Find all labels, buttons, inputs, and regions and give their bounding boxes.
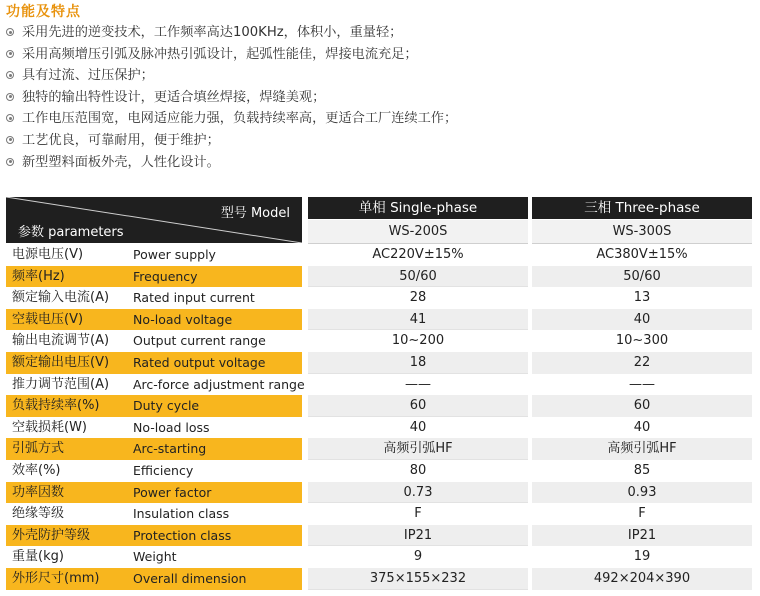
param-name-cn: 外形尺寸(mm) bbox=[12, 570, 100, 586]
table-row bbox=[6, 482, 756, 504]
header-column-single-phase bbox=[308, 197, 528, 243]
param-name-cn: 电源电压(V) bbox=[12, 247, 84, 262]
value-ws-200s: 50/60 bbox=[308, 266, 528, 288]
row-label-cell bbox=[6, 460, 302, 482]
row-label-cell bbox=[6, 244, 302, 266]
bullet-icon bbox=[6, 136, 14, 144]
value-ws-200s: 18 bbox=[308, 352, 528, 374]
param-name-cn: 频率(Hz) bbox=[12, 268, 65, 284]
value-ws-200s: AC220V±15% bbox=[372, 247, 464, 262]
param-name-cn: 功率因数 bbox=[12, 484, 65, 500]
value-ws-200s: 9 bbox=[413, 549, 423, 565]
param-name-cn: 空载损耗(W) bbox=[12, 419, 87, 435]
value-ws-300s: 40 bbox=[633, 419, 651, 435]
row-label-cell bbox=[6, 482, 302, 504]
bullet-icon bbox=[6, 114, 14, 122]
value-ws-200s: 高频引弧HF bbox=[308, 438, 528, 460]
phase-label: 单相 Single-phase bbox=[308, 197, 528, 219]
feature-item: 新型塑料面板外壳，人性化设计。 bbox=[6, 152, 756, 174]
param-name-en: Efficiency bbox=[133, 462, 194, 478]
value-ws-300s: —— bbox=[629, 376, 655, 392]
param-name-cn: 空载电压(V) bbox=[12, 311, 84, 327]
phase-label: 三相 Three-phase bbox=[532, 197, 752, 219]
value-ws-200s: 41 bbox=[308, 309, 528, 331]
value-ws-200s: 80 bbox=[409, 462, 427, 478]
value-ws-200s: —— bbox=[405, 376, 431, 392]
table-row bbox=[6, 309, 756, 331]
value-ws-300s: 492×204×390 bbox=[532, 568, 752, 590]
bullet-icon bbox=[6, 93, 14, 101]
param-name-en: Overall dimension bbox=[133, 570, 247, 586]
value-ws-300s: 50/60 bbox=[532, 266, 752, 288]
table-row bbox=[6, 417, 756, 439]
value-ws-300s: 19 bbox=[633, 549, 651, 565]
table-row bbox=[6, 460, 756, 482]
value-ws-300s: 13 bbox=[633, 290, 651, 306]
row-label-cell bbox=[6, 266, 302, 288]
param-name-cn: 推力调节范围(A) bbox=[12, 376, 110, 392]
param-name-cn: 重量(kg) bbox=[12, 549, 64, 565]
param-name-en: Weight bbox=[133, 549, 177, 565]
bullet-icon bbox=[6, 71, 14, 79]
table-body bbox=[6, 244, 756, 590]
table-row bbox=[6, 395, 756, 417]
row-label-cell bbox=[6, 438, 302, 460]
bullet-icon bbox=[6, 28, 14, 36]
feature-item: 采用先进的逆变技术，工作频率高达100KHz，体积小，重量轻； bbox=[6, 22, 756, 44]
param-name-en: Power factor bbox=[133, 484, 212, 500]
bullet-icon bbox=[6, 50, 14, 58]
feature-item: 采用高频增压引弧及脉冲热引弧设计，起弧性能佳，焊接电流充足； bbox=[6, 44, 756, 66]
value-ws-300s: 60 bbox=[532, 395, 752, 417]
param-name-cn: 外壳防护等级 bbox=[12, 527, 91, 543]
value-ws-300s: 22 bbox=[532, 352, 752, 374]
value-ws-200s: 28 bbox=[409, 290, 427, 306]
row-label-cell bbox=[6, 568, 302, 590]
table-row bbox=[6, 438, 756, 460]
param-name-en: Arc-starting bbox=[133, 441, 207, 457]
value-ws-200s: IP21 bbox=[308, 525, 528, 547]
table-row bbox=[6, 374, 756, 396]
features-section bbox=[6, 2, 756, 173]
row-label-cell bbox=[6, 546, 302, 568]
param-name-en: Output current range bbox=[133, 333, 266, 349]
row-label-cell bbox=[6, 395, 302, 417]
value-ws-200s: 0.73 bbox=[308, 482, 528, 504]
param-name-en: No-load loss bbox=[133, 419, 210, 435]
table-row bbox=[6, 266, 756, 288]
param-name-cn: 负载持续率(%) bbox=[12, 398, 100, 414]
value-ws-200s: F bbox=[414, 506, 422, 522]
table-row bbox=[6, 287, 756, 309]
param-name-en: Rated output voltage bbox=[133, 354, 266, 370]
features-title: 功能及特点 bbox=[6, 4, 81, 20]
value-ws-300s: F bbox=[638, 506, 646, 522]
table-row bbox=[6, 244, 756, 266]
model-name: WS-200S bbox=[308, 220, 528, 244]
param-name-cn: 额定输出电压(V) bbox=[12, 354, 110, 370]
param-name-en: Protection class bbox=[133, 527, 232, 543]
param-name-cn: 绝缘等级 bbox=[12, 506, 65, 522]
header-column-three-phase bbox=[532, 197, 752, 243]
value-ws-300s: AC380V±15% bbox=[596, 247, 688, 262]
table-row bbox=[6, 330, 756, 352]
row-label-cell bbox=[6, 330, 302, 352]
value-ws-200s: 10~200 bbox=[391, 333, 445, 349]
header-model-label: 型号 Model bbox=[220, 206, 290, 221]
value-ws-300s: IP21 bbox=[532, 525, 752, 547]
row-label-cell bbox=[6, 352, 302, 374]
row-label-cell bbox=[6, 287, 302, 309]
row-label-cell bbox=[6, 417, 302, 439]
table-row bbox=[6, 352, 756, 374]
feature-item: 具有过流、过压保护； bbox=[6, 65, 756, 87]
model-name: WS-300S bbox=[532, 220, 752, 244]
param-name-en: Power supply bbox=[133, 247, 216, 262]
param-name-cn: 输出电流调节(A) bbox=[12, 333, 110, 349]
row-label-cell bbox=[6, 309, 302, 331]
param-name-cn: 效率(%) bbox=[12, 462, 61, 478]
param-name-en: Arc-force adjustment range bbox=[133, 376, 305, 392]
value-ws-300s: 高频引弧HF bbox=[532, 438, 752, 460]
header-corner-cell bbox=[6, 197, 302, 243]
table-row bbox=[6, 503, 756, 525]
bullet-icon bbox=[6, 158, 14, 166]
value-ws-300s: 40 bbox=[532, 309, 752, 331]
features-list bbox=[6, 22, 756, 173]
table-row bbox=[6, 546, 756, 568]
spec-table bbox=[6, 197, 756, 589]
feature-item: 工艺优良，可靠耐用，便于维护； bbox=[6, 130, 756, 152]
feature-item: 工作电压范围宽，电网适应能力强，负载持续率高，更适合工厂连续工作； bbox=[6, 108, 492, 130]
param-name-en: No-load voltage bbox=[133, 311, 233, 327]
param-name-cn: 引弧方式 bbox=[12, 441, 65, 457]
param-name-en: Insulation class bbox=[133, 506, 230, 522]
value-ws-200s: 60 bbox=[308, 395, 528, 417]
value-ws-300s: 0.93 bbox=[532, 482, 752, 504]
value-ws-300s: 10~300 bbox=[615, 333, 669, 349]
header-params-label: 参数 parameters bbox=[18, 225, 124, 240]
value-ws-200s: 40 bbox=[409, 419, 427, 435]
param-name-en: Rated input current bbox=[133, 290, 255, 306]
value-ws-200s: 375×155×232 bbox=[308, 568, 528, 590]
param-name-cn: 额定输入电流(A) bbox=[12, 290, 110, 306]
row-label-cell bbox=[6, 374, 305, 396]
table-row bbox=[6, 525, 756, 547]
row-label-cell bbox=[6, 503, 302, 525]
feature-item: 独特的输出特性设计，更适合填丝焊接，焊缝美观； bbox=[6, 87, 756, 109]
row-label-cell bbox=[6, 525, 302, 547]
param-name-en: Frequency bbox=[133, 268, 198, 284]
value-ws-300s: 85 bbox=[633, 462, 651, 478]
param-name-en: Duty cycle bbox=[133, 398, 200, 414]
table-row bbox=[6, 568, 756, 590]
